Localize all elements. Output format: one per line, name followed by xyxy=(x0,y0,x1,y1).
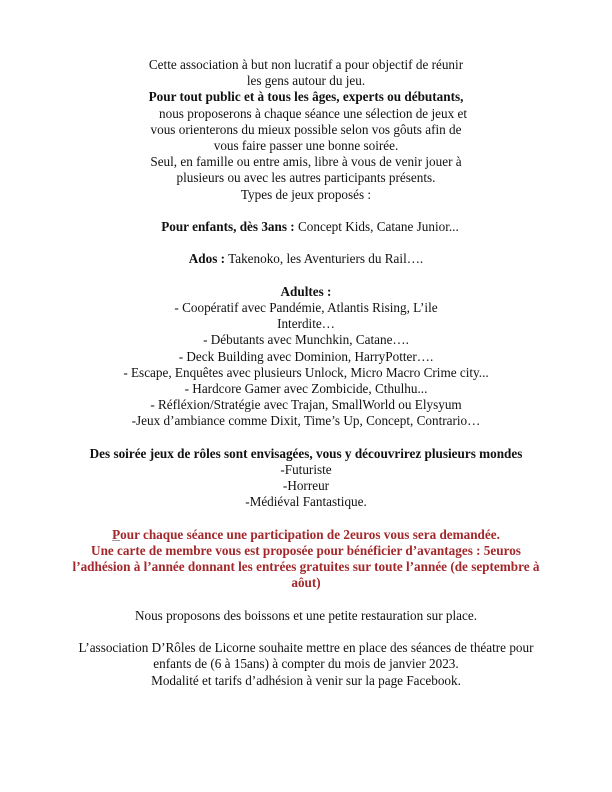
pricing-line: Une carte de membre vous est proposée pour bénéficier d’avantages : 5euros xyxy=(91,543,521,559)
intro-line: Seul, en famille ou entre amis, libre à vous de venir jouer à xyxy=(150,154,462,170)
adult-game-item: - Réfléxion/Stratégie avec Trajan, SmallWorld ou Elysyum xyxy=(150,397,462,413)
theatre-line: Modalité et tarifs d’adhésion à venir sur la page Facebook. xyxy=(151,672,461,688)
adult-game-item: Interdite… xyxy=(277,316,335,332)
teen-label: Ados : xyxy=(188,251,226,267)
adult-game-item: -Jeux d’ambiance comme Dixit, Time’s Up, Concept, Contrario… xyxy=(131,413,481,429)
audience-statement: Pour tout public et à tous les âges, experts ou débutants, xyxy=(148,89,464,105)
adult-games-section xyxy=(20,284,592,430)
drinks-info: Nous proposons des boissons et une petite restauration sur place. xyxy=(134,607,478,623)
spacer xyxy=(20,511,592,527)
roleplay-world: -Futuriste xyxy=(280,462,332,478)
roleplay-world: -Médiéval Fantastique. xyxy=(245,494,367,510)
kids-label: Pour enfants, dès 3ans : xyxy=(161,219,295,235)
roleplay-heading: Des soirée jeux de rôles sont envisagées, vous y découvrirez plusieurs mondes xyxy=(89,445,523,461)
roleplay-world: -Horreur xyxy=(282,478,330,494)
flyer-body xyxy=(20,57,592,689)
spacer xyxy=(20,235,592,251)
intro-line: nous proposerons à chaque séance une sélection de jeux et xyxy=(159,105,467,121)
spacer xyxy=(20,268,592,284)
pricing-line xyxy=(20,527,592,543)
adult-game-item: - Deck Building avec Dominion, HarryPotter…. xyxy=(178,348,434,364)
adult-game-item: - Coopératif avec Pandémie, Atlantis Rising, L’ile xyxy=(174,300,438,315)
theatre-section xyxy=(20,640,592,689)
intro-line: plusieurs ou avec les autres participants présents. xyxy=(176,170,436,186)
adult-game-item: - Hardcore Gamer avec Zombicide, Cthulhu... xyxy=(184,381,428,397)
spacer xyxy=(20,430,592,446)
adult-heading: Adultes : xyxy=(280,283,332,299)
intro-line: vous orienterons du mieux possible selon vos gôuts afin de xyxy=(150,121,462,137)
intro-line: Cette association à but non lucratif a pour objectif de réunir xyxy=(148,57,464,72)
pricing-section xyxy=(20,527,592,592)
intro-line: les gens autour du jeu. xyxy=(246,73,366,89)
intro-line: vous faire passer une bonne soirée. xyxy=(213,138,399,154)
kids-games xyxy=(20,219,592,235)
pricing-line-rest: our chaque séance une participation de 2euros vous sera demandée. xyxy=(120,526,500,542)
theatre-line: L’association D’Rôles de Licorne souhaite mettre en place des séances de théatre pour xyxy=(78,640,534,656)
adult-game-item: - Escape, Enquêtes avec plusieurs Unlock, Micro Macro Crime city... xyxy=(123,364,489,380)
spacer xyxy=(20,592,592,608)
spacer xyxy=(20,624,592,640)
theatre-line: enfants de (6 à 15ans) à compter du mois de janvier 2023. xyxy=(153,656,459,672)
teen-games xyxy=(20,251,592,267)
pricing-first-letter: P xyxy=(112,526,121,542)
pricing-line: aôut) xyxy=(291,575,321,591)
teen-text: Takenoko, les Aventuriers du Rail…. xyxy=(225,251,424,267)
pricing-line: l’adhésion à l’année donnant les entrées gratuites sur toute l’année (de septembre à xyxy=(72,559,540,575)
spacer xyxy=(20,203,592,219)
game-types-heading: Types de jeux proposés : xyxy=(240,186,372,202)
adult-game-item: - Débutants avec Munchkin, Catane…. xyxy=(203,332,409,348)
kids-text: Concept Kids, Catane Junior... xyxy=(294,219,459,235)
roleplay-section xyxy=(20,446,592,511)
intro-section xyxy=(20,57,592,203)
